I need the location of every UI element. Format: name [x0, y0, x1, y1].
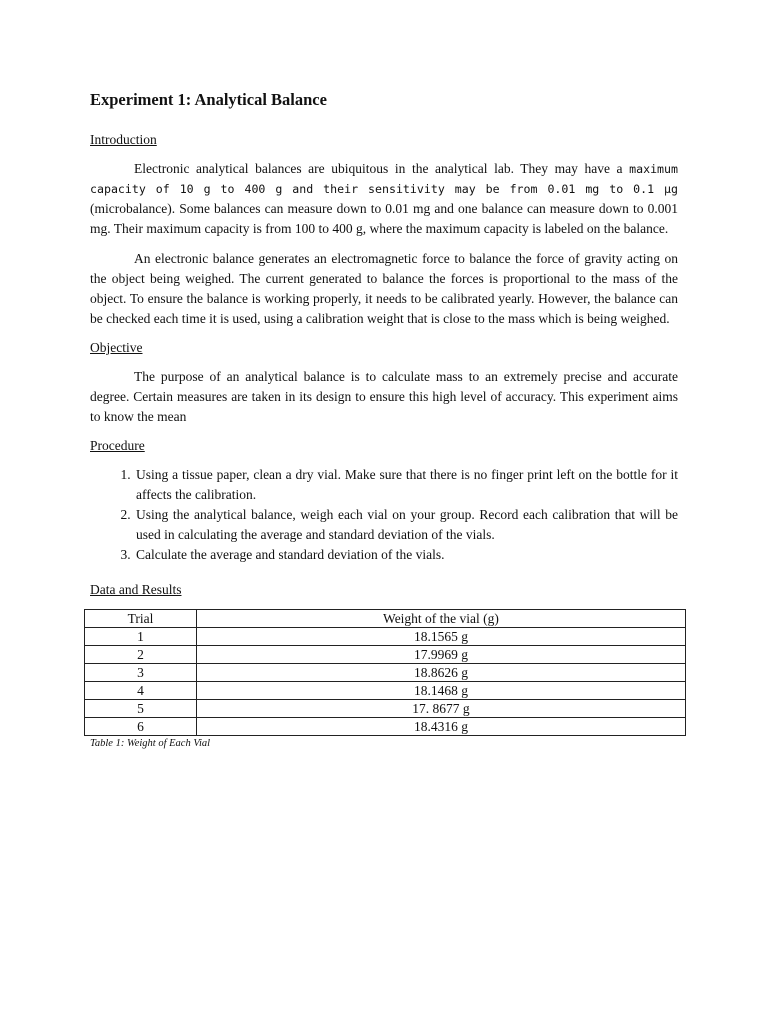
objective-heading: Objective — [90, 340, 143, 355]
introduction-text-b: (microbalance). Some balances can measure down to 0.01 mg and one balance can measure down to 0.001 mg. Their maximum capacity is from 100 to 400 g, where the maximum capacity is labeled on the balance. — [90, 201, 678, 236]
table-caption: Table 1: Weight of Each Vial — [90, 738, 211, 749]
table-row — [85, 700, 686, 718]
document-title: Experiment 1: Analytical Balance — [90, 90, 327, 109]
weight-cell: 18.1468 g — [196, 682, 685, 700]
introduction-paragraph-2: An electronic balance generates an electromagnetic force to balance the force of gravity acting on the object being weighed. The current generated to balance the forces is proportional to the mass of the object. To ensure the balance is working properly, it needs to be calibrated yearly. However, the balance can be checked each time it is used, using a calibration weight that is close to the mass which is being weighed. — [90, 251, 678, 326]
introduction-text-a: Electronic analytical balances are ubiquitous in the analytical lab. They may have a — [134, 161, 630, 176]
procedure-step: 2. Using the analytical balance, weigh each vial on your group. Record each calibration that will be used in calculating the average and standard deviation of the vials. — [134, 505, 678, 545]
trial-cell: 2 — [85, 646, 197, 664]
table-row — [85, 628, 686, 646]
table-header-weight: Weight of the vial (g) — [196, 610, 685, 628]
introduction-heading: Introduction — [90, 132, 157, 147]
table-header-trial: Trial — [85, 610, 197, 628]
procedure-step: 3. Calculate the average and standard deviation of the vials. — [134, 545, 678, 565]
table-header-row — [85, 610, 686, 628]
document-page — [90, 88, 678, 751]
weight-cell: 17.9969 g — [196, 646, 685, 664]
procedure-step: 1. Using a tissue paper, clean a dry vial. Make sure that there is no finger print left on the bottle for it affects the calibration. — [134, 465, 678, 505]
weight-cell: 18.1565 g — [196, 628, 685, 646]
introduction-text-mono: maximum capacity of 10 g to 400 g and their sensitivity may be from 0.01 mg to 0.1 µg — [90, 162, 678, 196]
vial-weight-table — [84, 609, 686, 736]
table-row — [85, 646, 686, 664]
trial-cell: 1 — [85, 628, 197, 646]
weight-cell: 17. 8677 g — [196, 700, 685, 718]
weight-cell: 18.8626 g — [196, 664, 685, 682]
weight-cell: 18.4316 g — [196, 718, 685, 736]
introduction-paragraph-1 — [90, 159, 678, 239]
trial-cell: 6 — [85, 718, 197, 736]
trial-cell: 3 — [85, 664, 197, 682]
table-row — [85, 718, 686, 736]
procedure-heading: Procedure — [90, 438, 145, 453]
trial-cell: 5 — [85, 700, 197, 718]
objective-paragraph: The purpose of an analytical balance is to calculate mass to an extremely precise and accurate degree. Certain measures are taken in its design to ensure this high level of accuracy. This experiment aims to know the mean — [90, 369, 678, 424]
table-row — [85, 682, 686, 700]
trial-cell: 4 — [85, 682, 197, 700]
table-row — [85, 664, 686, 682]
results-heading: Data and Results — [90, 582, 182, 597]
procedure-list — [90, 465, 678, 565]
